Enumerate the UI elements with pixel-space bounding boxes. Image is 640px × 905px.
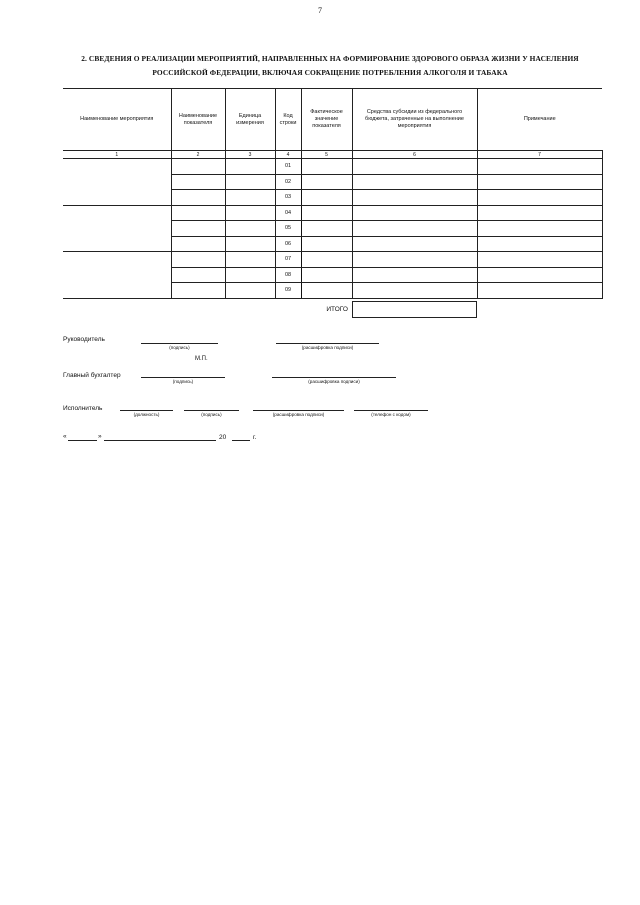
- executor-decode-line[interactable]: [253, 410, 344, 411]
- col-num-4: 4: [275, 151, 301, 159]
- actual-value-cell[interactable]: [301, 174, 352, 190]
- row-code: 01: [275, 159, 301, 175]
- row-code: 06: [275, 236, 301, 252]
- date-day-line[interactable]: [68, 440, 97, 441]
- accountant-signature-caption: (подпись): [172, 379, 194, 384]
- head-label: Руководитель: [63, 336, 105, 343]
- activity-cell[interactable]: [63, 205, 171, 252]
- header-activity: Наименование мероприятия: [63, 89, 171, 151]
- row-code: 05: [275, 221, 301, 237]
- col-num-3: 3: [225, 151, 275, 159]
- col-num-6: 6: [352, 151, 477, 159]
- header-row: [63, 89, 602, 151]
- total-label: ИТОГО: [326, 306, 348, 313]
- form-title-line-1: 2. СВЕДЕНИЯ О РЕАЛИЗАЦИИ МЕРОПРИЯТИЙ, НАПРАВЛЕННЫХ НА ФОРМИРОВАНИЕ ЗДОРОВОГО ОБРАЗА ЖИЗНИ У НАСЕЛЕНИЯ: [81, 54, 579, 63]
- total-value-field[interactable]: [352, 301, 477, 318]
- executor-position-line[interactable]: [120, 410, 173, 411]
- executor-position-caption: (должность): [133, 412, 160, 417]
- indicator-cell[interactable]: [171, 221, 225, 237]
- indicator-cell[interactable]: [171, 190, 225, 206]
- date-year-line[interactable]: [232, 440, 250, 441]
- actual-value-cell[interactable]: [301, 283, 352, 299]
- unit-cell[interactable]: [225, 190, 275, 206]
- row-code: 04: [275, 205, 301, 221]
- date-close-quote: »: [98, 433, 102, 440]
- note-cell[interactable]: [477, 190, 602, 206]
- date-year-prefix: 20: [219, 434, 227, 441]
- unit-cell[interactable]: [225, 236, 275, 252]
- subsidy-cell[interactable]: [352, 267, 477, 283]
- executor-decode-caption: (расшифровка подписи): [272, 412, 325, 417]
- row-code: 02: [275, 174, 301, 190]
- subsidy-cell[interactable]: [352, 174, 477, 190]
- actual-value-cell[interactable]: [301, 159, 352, 175]
- unit-cell[interactable]: [225, 221, 275, 237]
- actual-value-cell[interactable]: [301, 236, 352, 252]
- row-code: 09: [275, 283, 301, 299]
- column-number-row: [63, 151, 602, 159]
- indicator-cell[interactable]: [171, 283, 225, 299]
- stamp-place: М.П.: [195, 356, 208, 362]
- executor-signature-line[interactable]: [184, 410, 239, 411]
- executor-label: Исполнитель: [63, 405, 103, 412]
- unit-cell[interactable]: [225, 252, 275, 268]
- note-cell[interactable]: [477, 283, 602, 299]
- header-actual-value: Фактическое значение показателя: [301, 89, 352, 151]
- subsidy-cell[interactable]: [352, 159, 477, 175]
- note-cell[interactable]: [477, 252, 602, 268]
- subsidy-cell[interactable]: [352, 221, 477, 237]
- head-decode-line[interactable]: [276, 343, 379, 344]
- col-num-7: 7: [477, 151, 602, 159]
- subsidy-cell[interactable]: [352, 252, 477, 268]
- actual-value-cell[interactable]: [301, 267, 352, 283]
- indicator-cell[interactable]: [171, 267, 225, 283]
- indicator-cell[interactable]: [171, 252, 225, 268]
- date-month-line[interactable]: [104, 440, 216, 441]
- unit-cell[interactable]: [225, 283, 275, 299]
- date-open-quote: «: [63, 433, 67, 440]
- row-code: 03: [275, 190, 301, 206]
- col-num-2: 2: [171, 151, 225, 159]
- date-year-suffix: г.: [253, 434, 257, 441]
- head-signature-line[interactable]: [141, 343, 218, 344]
- head-decode-caption: (расшифровка подписи): [301, 345, 354, 350]
- subsidy-cell[interactable]: [352, 205, 477, 221]
- activity-cell[interactable]: [63, 252, 171, 299]
- table-row: [63, 205, 602, 221]
- subsidy-cell[interactable]: [352, 236, 477, 252]
- page-number: 7: [318, 6, 322, 15]
- row-code: 08: [275, 267, 301, 283]
- note-cell[interactable]: [477, 236, 602, 252]
- unit-cell[interactable]: [225, 159, 275, 175]
- actual-value-cell[interactable]: [301, 205, 352, 221]
- header-unit: Единица измерения: [225, 89, 275, 151]
- header-subsidy-funds: Средства субсидии из федерального бюджета, затраченные на выполнение мероприятия: [352, 89, 477, 151]
- unit-cell[interactable]: [225, 174, 275, 190]
- activity-cell[interactable]: [63, 159, 171, 206]
- indicator-cell[interactable]: [171, 236, 225, 252]
- head-signature-caption: (подпись): [169, 345, 190, 350]
- accountant-decode-caption: (расшифровка подписи): [308, 379, 360, 384]
- indicator-cell[interactable]: [171, 205, 225, 221]
- note-cell[interactable]: [477, 221, 602, 237]
- accountant-decode-line[interactable]: [272, 377, 396, 378]
- subsidy-cell[interactable]: [352, 190, 477, 206]
- col-num-5: 5: [301, 151, 352, 159]
- accountant-label: Главный бухгалтер: [63, 372, 121, 379]
- accountant-signature-line[interactable]: [141, 377, 225, 378]
- header-row-code: Код строки: [275, 89, 301, 151]
- note-cell[interactable]: [477, 159, 602, 175]
- executor-phone-caption: (телефон с кодом): [371, 412, 411, 417]
- executor-signature-caption: (подпись): [201, 412, 222, 417]
- report-table: [63, 88, 603, 299]
- unit-cell[interactable]: [225, 205, 275, 221]
- actual-value-cell[interactable]: [301, 252, 352, 268]
- indicator-cell[interactable]: [171, 159, 225, 175]
- form-title: [60, 52, 600, 80]
- col-num-1: 1: [63, 151, 171, 159]
- subsidy-cell[interactable]: [352, 283, 477, 299]
- note-cell[interactable]: [477, 267, 602, 283]
- form-title-line-2: РОССИЙСКОЙ ФЕДЕРАЦИИ, ВКЛЮЧАЯ СОКРАЩЕНИЕ ПОТРЕБЛЕНИЯ АЛКОГОЛЯ И ТАБАКА: [152, 68, 508, 77]
- unit-cell[interactable]: [225, 267, 275, 283]
- table-row: [63, 159, 602, 175]
- executor-phone-line[interactable]: [354, 410, 428, 411]
- header-indicator: Наименование показателя: [171, 89, 225, 151]
- row-code: 07: [275, 252, 301, 268]
- header-note: Примечание: [477, 89, 602, 151]
- indicator-cell[interactable]: [171, 174, 225, 190]
- note-cell[interactable]: [477, 174, 602, 190]
- actual-value-cell[interactable]: [301, 190, 352, 206]
- table-row: [63, 252, 602, 268]
- note-cell[interactable]: [477, 205, 602, 221]
- actual-value-cell[interactable]: [301, 221, 352, 237]
